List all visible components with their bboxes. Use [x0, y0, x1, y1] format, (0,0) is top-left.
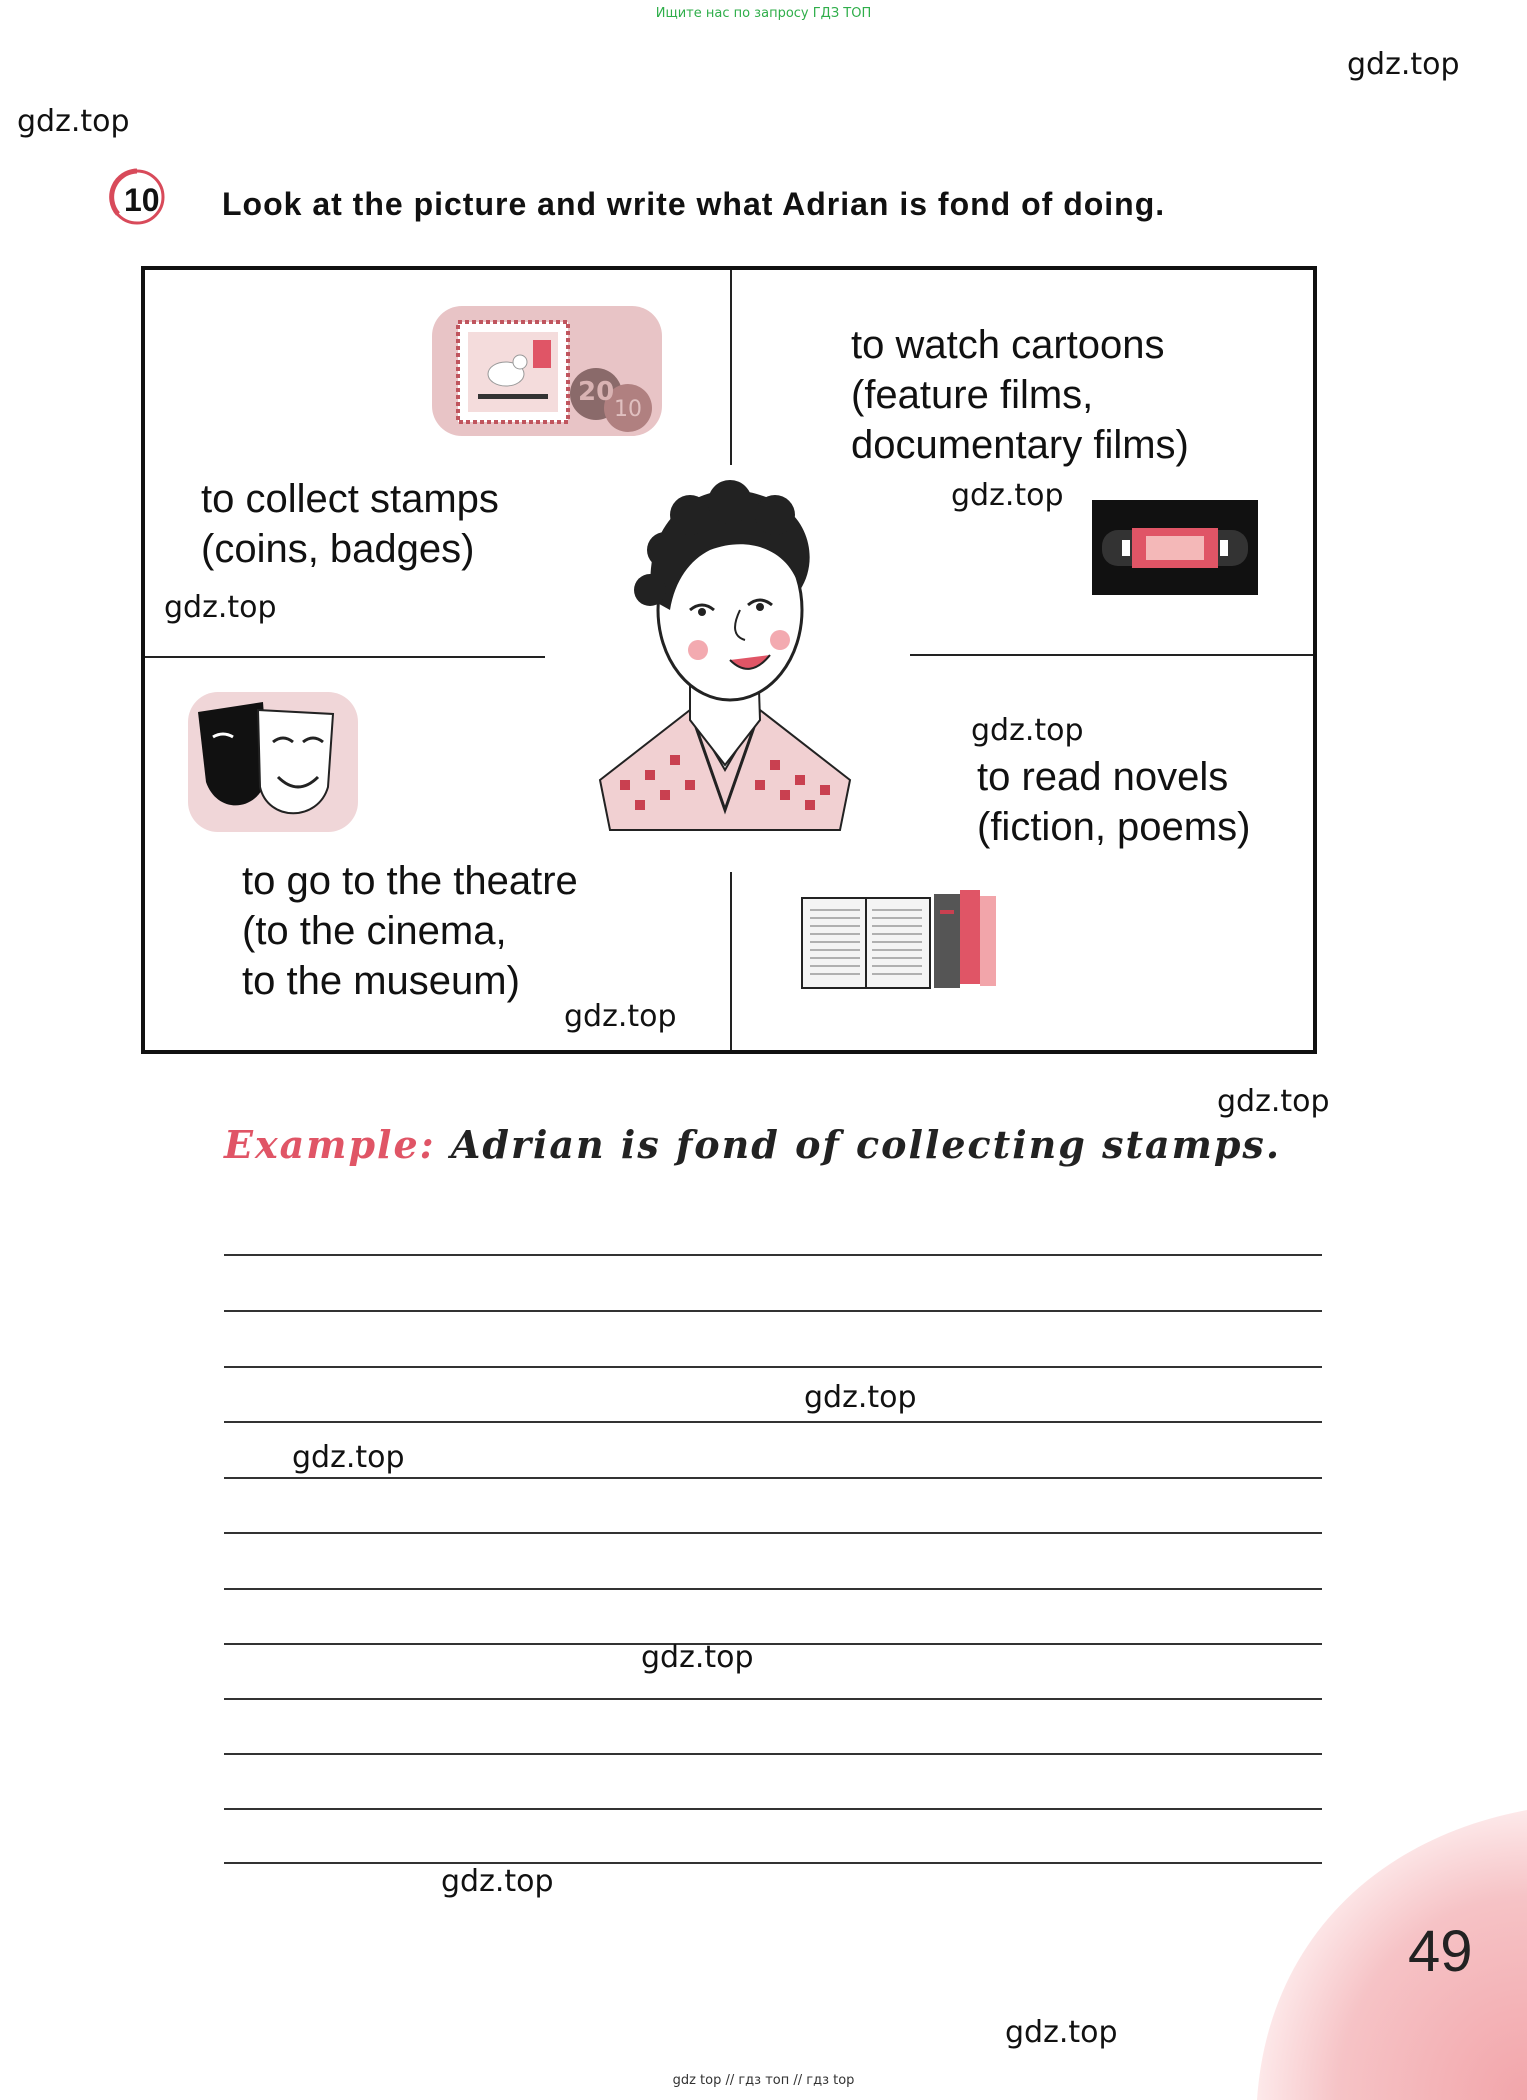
example-sentence [224, 1122, 1281, 1167]
answer-line[interactable] [224, 1421, 1322, 1423]
example-text: Adrian is fond of collecting stamps. [450, 1122, 1282, 1167]
adrian-portrait-icon [590, 480, 860, 840]
answer-line[interactable] [224, 1477, 1322, 1479]
page-corner-decoration [1227, 1800, 1527, 2100]
hobby-stamps-line2: (coins, badges) [201, 527, 475, 571]
answer-line[interactable] [224, 1862, 1322, 1864]
hobby-theatre-line2: (to the cinema, [242, 909, 507, 953]
hobby-cartoons-line3: documentary films) [851, 423, 1189, 467]
hobby-stamps-line1: to collect stamps [201, 477, 499, 521]
watermark: gdz.top [292, 1440, 405, 1475]
watermark: gdz.top [971, 713, 1084, 748]
hobby-novels-line2: (fiction, poems) [977, 805, 1251, 849]
answer-line[interactable] [224, 1366, 1322, 1368]
answer-line[interactable] [224, 1310, 1322, 1312]
divider [730, 872, 732, 1050]
watermark: gdz.top [804, 1380, 917, 1415]
answer-line[interactable] [224, 1643, 1322, 1645]
bottom-banner[interactable]: gdz top // гдз топ // гдз top [672, 2073, 855, 2088]
answer-line[interactable] [224, 1588, 1322, 1590]
answer-line[interactable] [224, 1753, 1322, 1755]
top-banner[interactable]: Ищите нас по запросу ГДЗ ТОП [655, 6, 872, 21]
stamp-and-coins-icon [428, 302, 668, 442]
watermark: gdz.top [1217, 1084, 1330, 1119]
watermark: gdz.top [1005, 2015, 1118, 2050]
watermark: gdz.top [951, 478, 1064, 513]
example-label: Example: [224, 1122, 436, 1167]
answer-line[interactable] [224, 1808, 1322, 1810]
hobby-novels-line1: to read novels [977, 755, 1229, 799]
video-cassette-icon [1092, 500, 1258, 595]
watermark: gdz.top [17, 104, 130, 139]
task-number: 10 [124, 182, 160, 218]
answer-line[interactable] [224, 1698, 1322, 1700]
watermark: gdz.top [1347, 47, 1460, 82]
theatre-masks-icon [188, 692, 358, 832]
task-instruction: Look at the picture and write what Adrian is fond of doing. [222, 186, 1166, 222]
hobby-cartoons-line2: (feature films, [851, 373, 1094, 417]
answer-line[interactable] [224, 1532, 1322, 1534]
hobby-theatre-line1: to go to the theatre [242, 859, 578, 903]
books-icon [800, 890, 1000, 992]
hobby-cartoons-line1: to watch cartoons [851, 323, 1165, 367]
divider [145, 656, 545, 658]
page-number: 49 [1408, 1919, 1473, 1984]
watermark: gdz.top [164, 590, 277, 625]
coin-value-20: 20 [578, 377, 615, 407]
divider [730, 270, 732, 465]
coin-value-10: 10 [614, 397, 642, 422]
watermark: gdz.top [564, 999, 677, 1034]
answer-line[interactable] [224, 1254, 1322, 1256]
hobby-theatre-line3: to the museum) [242, 959, 520, 1003]
divider [910, 654, 1313, 656]
watermark: gdz.top [441, 1864, 554, 1899]
watermark: gdz.top [641, 1640, 754, 1675]
